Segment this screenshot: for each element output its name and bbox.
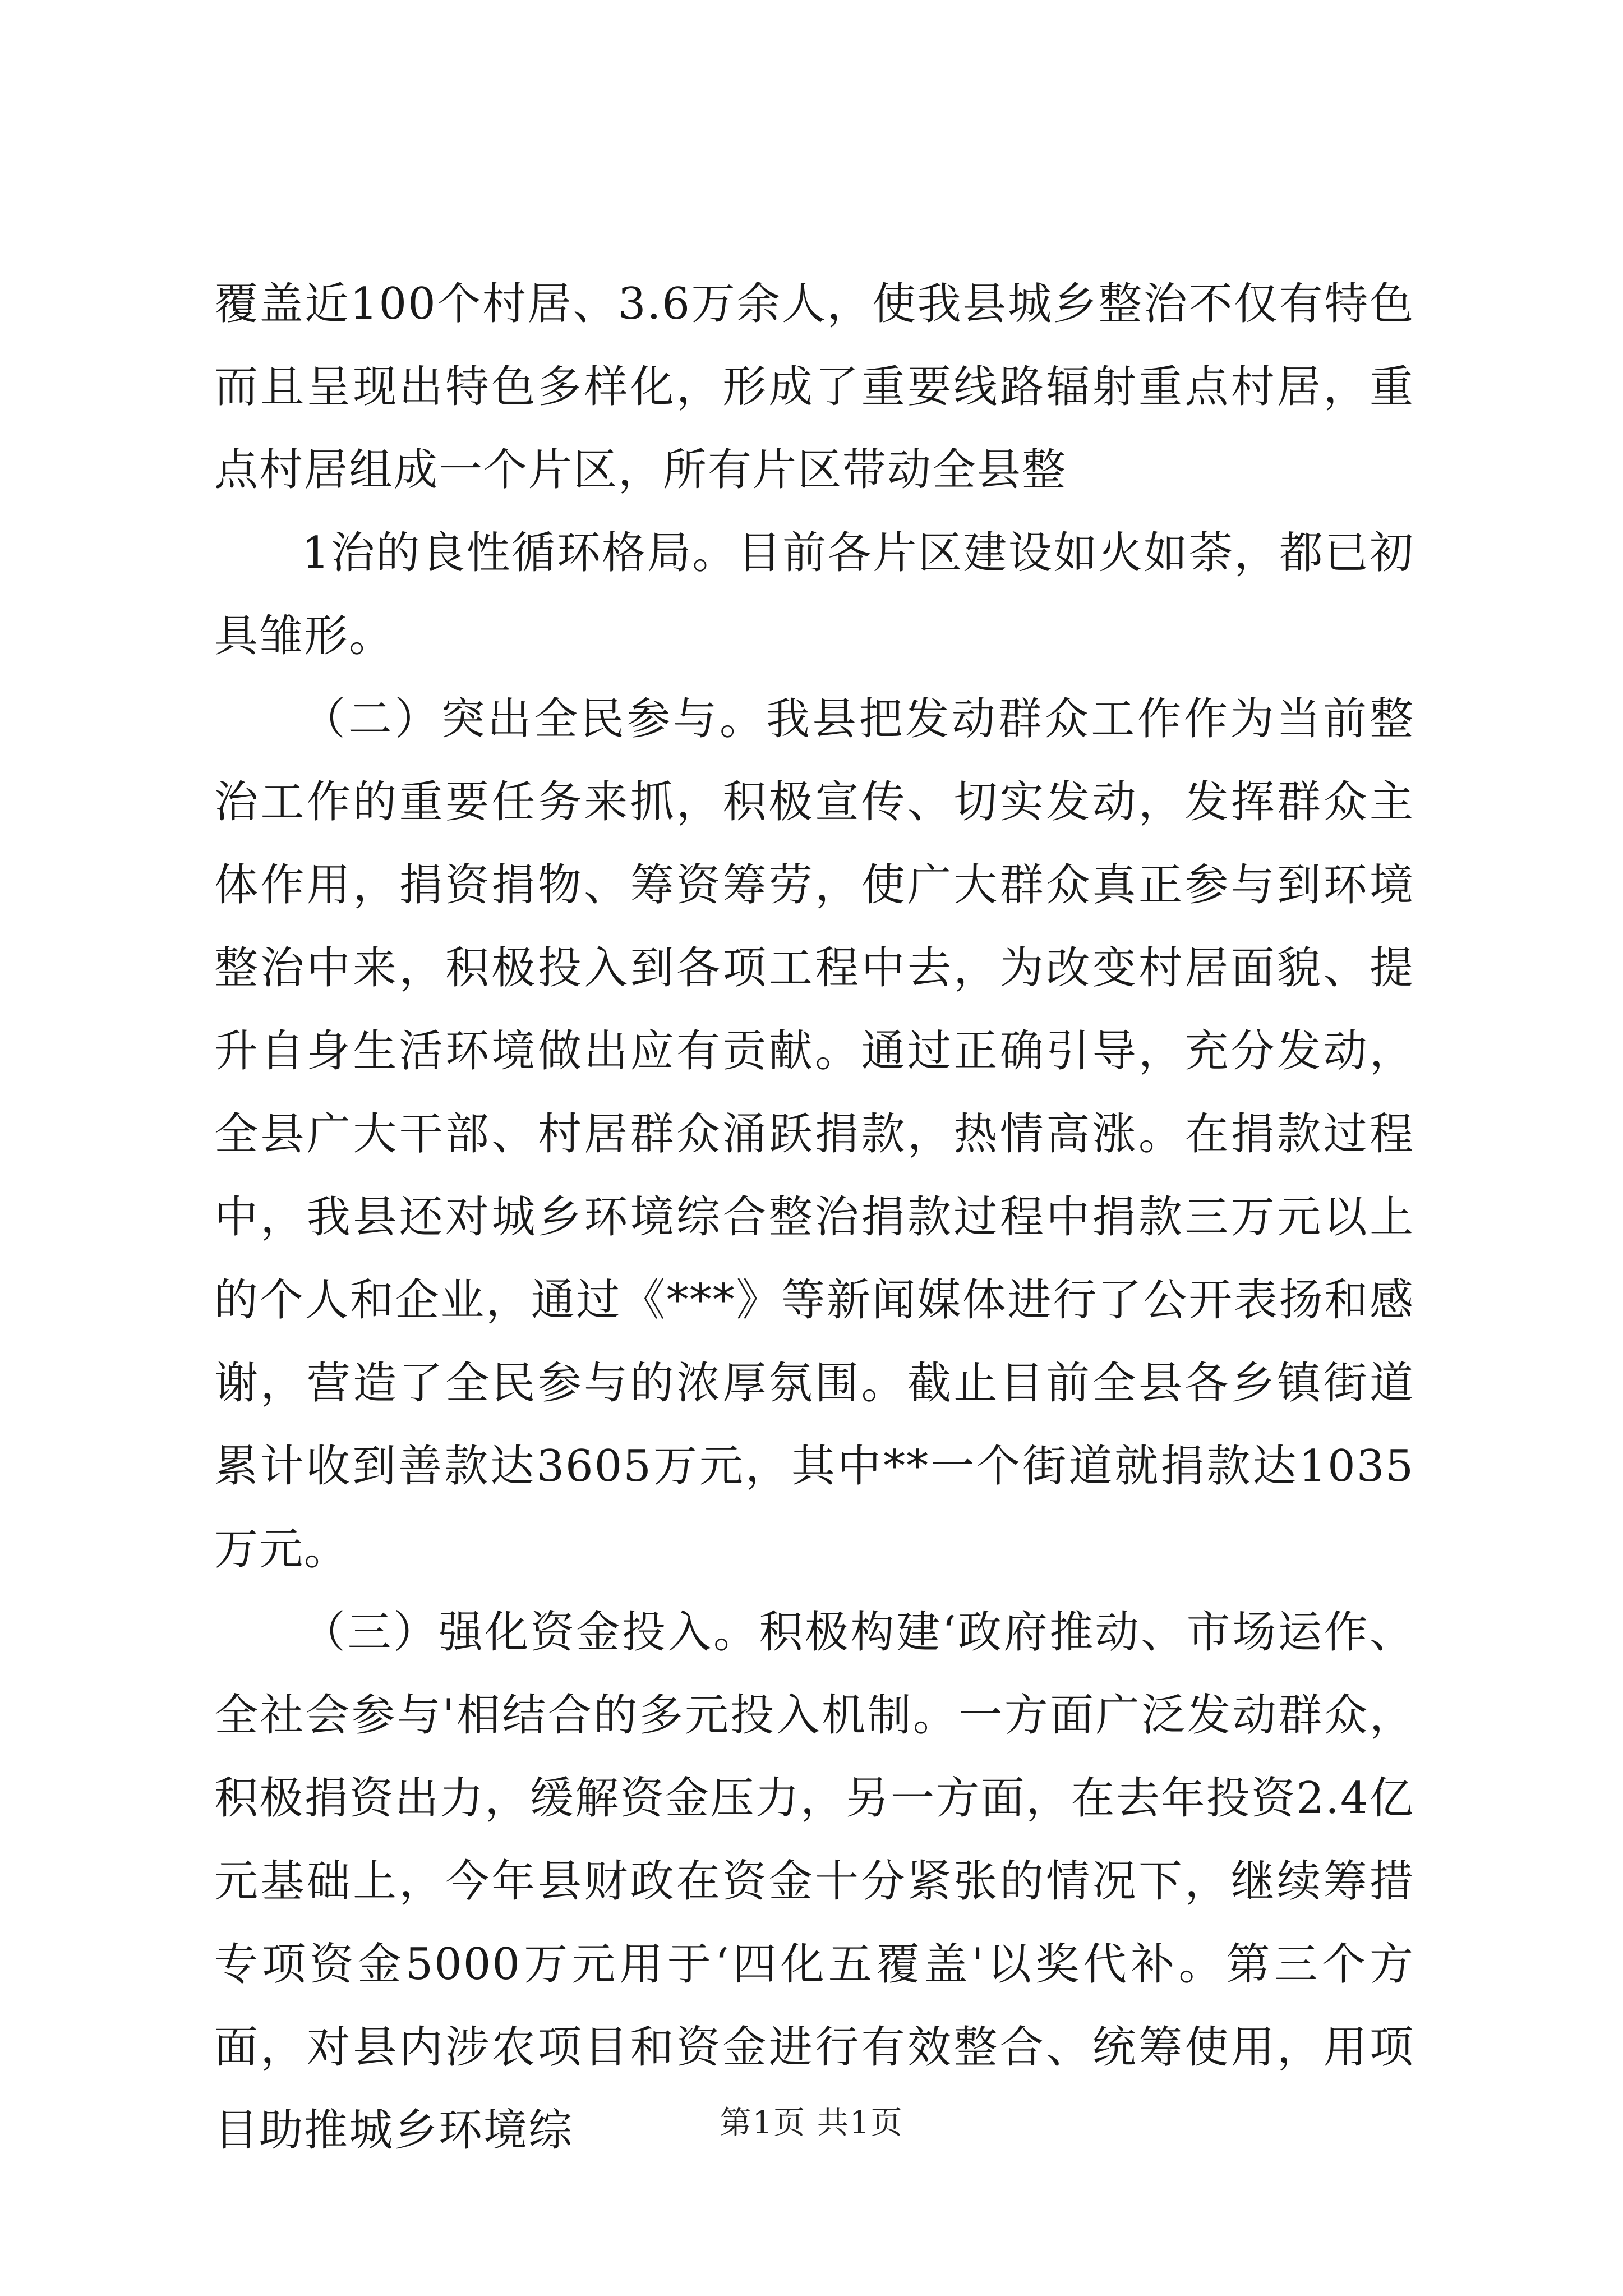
paragraph-4: （三）强化资金投入。积极构建‘政府推动、市场运作、全社会参与'相结合的多元投入机制。一方面广泛发动群众，积极捐资出力，缓解资金压力，另一方面，在去年投资2.4亿元基础上，今年县财政在资金十分紧张的情况下，继续筹措专项资金5000万元用于‘四化五覆盖'以奖代补。第三个方面，对县内涉农项目和资金进行有效整合、统筹使用，用项目助推城乡环境综	[214, 1607, 1414, 2156]
paragraph-2: 1治的良性循环格局。目前各片区建设如火如荼，都已初具雏形。	[214, 528, 1414, 661]
document-body	[214, 263, 1414, 2172]
paragraph-1: 覆盖近100个村居、3.6万余人，使我县城乡整治不仅有特色而且呈现出特色多样化，形成了重要线路辐射重点村居，重点村居组成一个片区，所有片区带动全县整	[214, 279, 1414, 495]
page-footer: 第1页 共1页	[720, 2105, 903, 2141]
paragraph-3: （二）突出全民参与。我县把发动群众工作作为当前整治工作的重要任务来抓，积极宣传、切实发动，发挥群众主体作用，捐资捐物、筹资筹劳，使广大群众真正参与到环境整治中来，积极投入到各项工程中去，为改变村居面貌、提升自身生活环境做出应有贡献。通过正确引导，充分发动，全县广大干部、村居群众涌跃捐款，热情高涨。在捐款过程中，我县还对城乡环境综合整治捐款过程中捐款三万元以上的个人和企业，通过《***》等新闻媒体进行了公开表扬和感谢，营造了全民参与的浓厚氛围。截止目前全县各乡镇街道累计收到善款达3605万元，其中**一个街道就捐款达1035万元。	[214, 694, 1414, 1575]
